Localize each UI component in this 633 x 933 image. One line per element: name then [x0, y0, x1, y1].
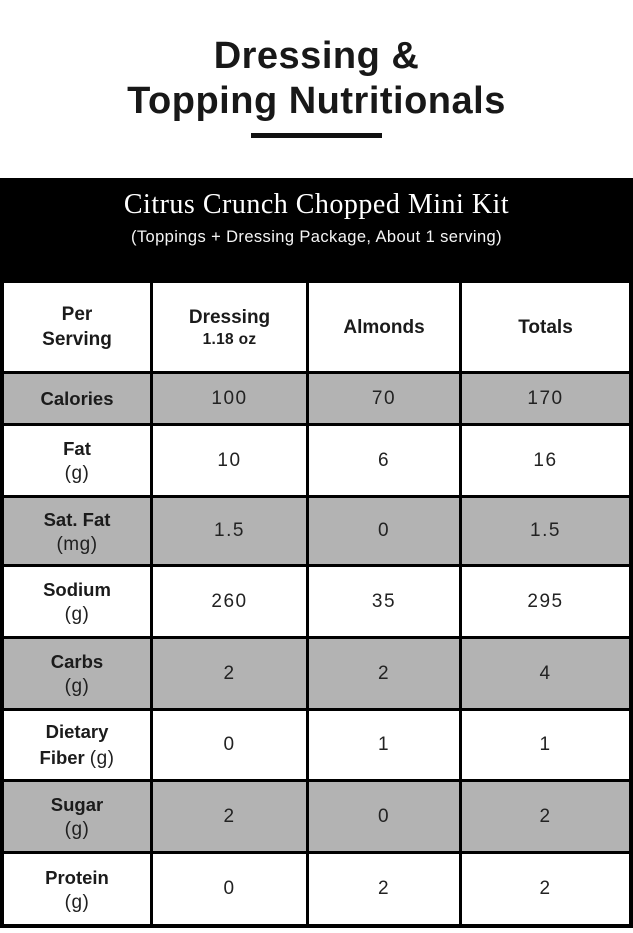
header-dressing-line1: Dressing	[188, 306, 271, 328]
cell-dietary-fiber-dressing: 0	[153, 711, 306, 779]
cell-sodium-almonds: 35	[309, 567, 459, 636]
cell-sugar-dressing: 2	[153, 782, 306, 851]
cell-fat-almonds: 6	[309, 426, 459, 495]
banner-subtitle: (Toppings + Dressing Package, About 1 serving)	[130, 228, 503, 246]
header-dressing-line2: 1.18 oz	[202, 330, 257, 348]
header-almonds: Almonds	[309, 283, 459, 371]
banner-title: Citrus Crunch Chopped Mini Kit	[123, 189, 510, 220]
header-dressing	[153, 283, 306, 371]
row-label-fat: Fat (g)	[4, 426, 150, 495]
cell-sugar-totals: 2	[462, 782, 629, 851]
cell-sugar-almonds: 0	[309, 782, 459, 851]
row-label-sodium: Sodium (g)	[4, 567, 150, 636]
title-underline	[251, 133, 382, 138]
row-label-sat-fat: Sat. Fat (mg)	[4, 498, 150, 564]
cell-protein-dressing: 0	[153, 854, 306, 924]
nutrition-table	[0, 280, 633, 928]
cell-sat-fat-totals: 1.5	[462, 498, 629, 564]
header-per-serving-line1: Per	[61, 304, 93, 325]
page-title	[0, 34, 633, 124]
row-label-dietary-fiber: Dietary Fiber (g)	[4, 711, 150, 779]
cell-carbs-dressing: 2	[153, 639, 306, 708]
page-title-line-1: Dressing &	[213, 35, 420, 77]
cell-carbs-almonds: 2	[309, 639, 459, 708]
cell-calories-almonds: 70	[309, 374, 459, 423]
cell-dietary-fiber-totals: 1	[462, 711, 629, 779]
cell-protein-totals: 2	[462, 854, 629, 924]
header-per-serving	[4, 283, 150, 371]
row-label-sugar: Sugar (g)	[4, 782, 150, 851]
row-label-calories: Calories	[4, 374, 150, 423]
row-label-carbs: Carbs (g)	[4, 639, 150, 708]
kit-banner	[0, 178, 633, 280]
cell-sodium-totals: 295	[462, 567, 629, 636]
header-per-serving-line2: Serving	[42, 329, 112, 350]
cell-calories-totals: 170	[462, 374, 629, 423]
header-totals: Totals	[462, 283, 629, 371]
cell-calories-dressing: 100	[153, 374, 306, 423]
cell-fat-dressing: 10	[153, 426, 306, 495]
cell-fat-totals: 16	[462, 426, 629, 495]
cell-sat-fat-dressing: 1.5	[153, 498, 306, 564]
cell-sat-fat-almonds: 0	[309, 498, 459, 564]
cell-dietary-fiber-almonds: 1	[309, 711, 459, 779]
cell-sodium-dressing: 260	[153, 567, 306, 636]
cell-protein-almonds: 2	[309, 854, 459, 924]
cell-carbs-totals: 4	[462, 639, 629, 708]
page-title-line-2: Topping Nutritionals	[127, 80, 506, 122]
row-label-protein: Protein (g)	[4, 854, 150, 924]
